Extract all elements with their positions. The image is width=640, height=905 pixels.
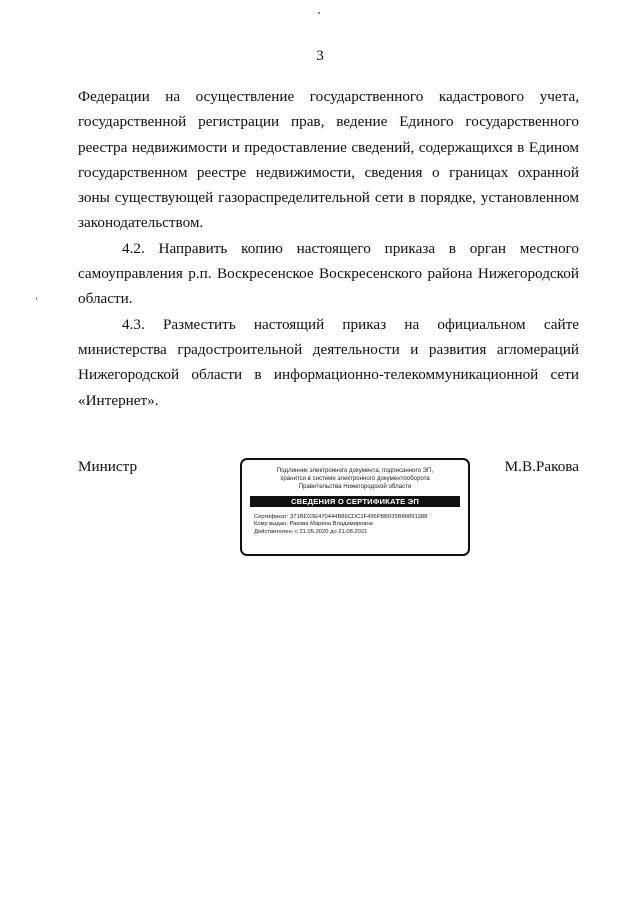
valid-row bbox=[254, 529, 468, 537]
body-text bbox=[78, 84, 579, 413]
stamp-header bbox=[242, 467, 468, 492]
valid-label: Действителен: bbox=[254, 528, 294, 535]
stamp-details bbox=[254, 514, 468, 537]
signer-title: Министр bbox=[78, 458, 138, 475]
stamp-header-line: хранится в системе электронного документооборота bbox=[280, 475, 430, 483]
stamp-header-line: Подлинник электронного документа, подписанного ЭП, bbox=[276, 467, 434, 474]
paragraph-4-2: 4.2. Направить копию настоящего приказа в орган местного самоуправления р.п. Воскресенское Воскресенского района Нижегородской области. bbox=[78, 239, 579, 308]
cert-label: Сертификат: bbox=[254, 513, 289, 520]
signature-block bbox=[78, 458, 579, 558]
stamp-header-line: Правительства Нижегородской области bbox=[298, 483, 412, 491]
cert-value: 371BD23E470444B86CDC1F496FBB035B80891288 bbox=[290, 513, 428, 520]
issued-to-value: Ракова Марина Владимировна bbox=[289, 521, 373, 528]
paragraph-4-3: 4.3. Разместить настоящий приказ на официальном сайте министерства градостроительной деятельности и развития агломераций Нижегородской области в информационно-телекоммуникационной сети «Интернет». bbox=[78, 315, 579, 409]
cert-row bbox=[254, 514, 468, 522]
page-number: 3 bbox=[316, 48, 324, 64]
electronic-signature-stamp bbox=[240, 458, 470, 556]
scan-speck bbox=[36, 297, 37, 300]
valid-value: с 21.05.2020 до 21.08.2021 bbox=[294, 528, 368, 535]
paragraph-continuation: Федерации на осуществление государственного кадастрового учета, государственной регистрации прав, ведение Единого государственного реестра недвижимости и предоставление сведений, содержащихся в Едином государственном реестре недвижимости, сведения о границах охранной зоны существующей газораспределительной сети в порядке, установленном законодательством. bbox=[78, 88, 579, 232]
issued-to-row bbox=[254, 521, 468, 529]
issued-to-label: Кому выдан: bbox=[254, 521, 288, 528]
signer-name: М.В.Ракова bbox=[504, 458, 579, 475]
stamp-title-bar: СВЕДЕНИЯ О СЕРТИФИКАТЕ ЭП bbox=[250, 496, 460, 507]
scan-speck bbox=[318, 12, 320, 14]
